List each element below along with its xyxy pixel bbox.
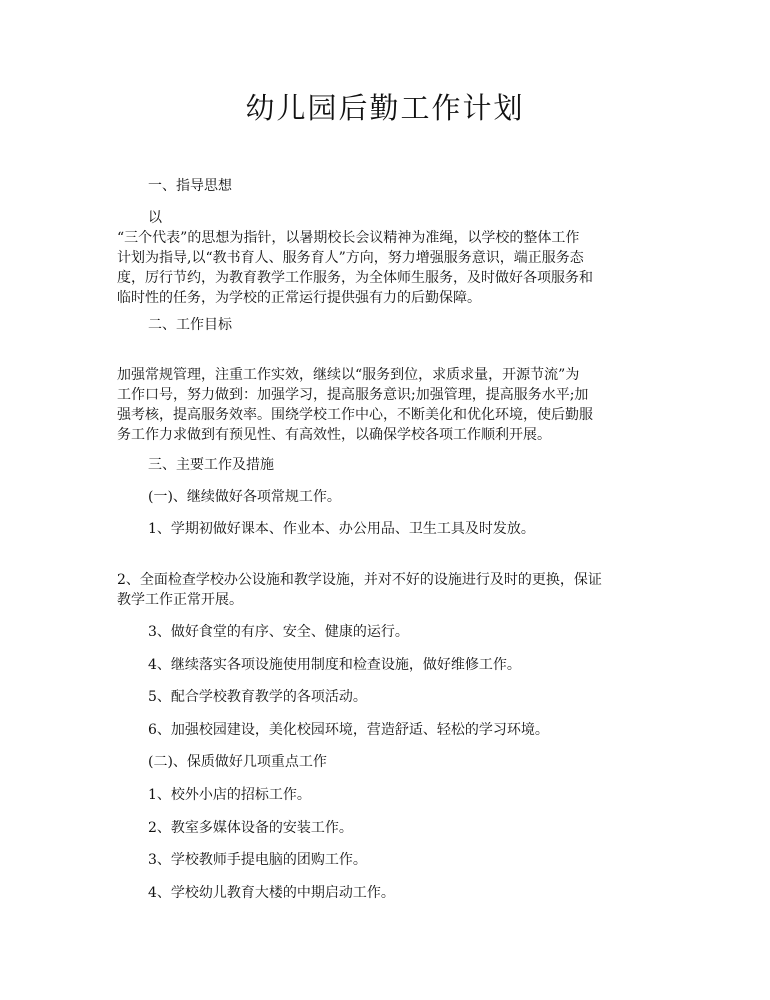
section-1-line-4: 度，厉行节约，为教育教学工作服务，为全体师生服务，及时做好各项服务和 [117, 270, 593, 286]
list-item-5: 5、配合学校教育教学的各项活动。 [148, 689, 367, 705]
section-3-heading: 三、主要工作及措施 [148, 457, 274, 473]
section-2-line-2: 工作口号，努力做到：加强学习，提高服务意识;加强管理，提高服务水平;加 [117, 387, 589, 403]
section-2-line-3: 强考核，提高服务效率。围绕学校工作中心，不断美化和优化环境，使后勤服 [117, 407, 593, 423]
list-item-4: 4、继续落实各项设施使用制度和检查设施，做好维修工作。 [148, 657, 521, 673]
list-item-2-line-1: 2、全面检查学校办公设施和教学设施，并对不好的设施进行及时的更换，保证 [117, 572, 602, 588]
key-task-1: 1、校外小店的招标工作。 [148, 787, 311, 803]
document-title: 幼儿园后勤工作计划 [245, 91, 525, 125]
key-task-2: 2、教室多媒体设备的安装工作。 [148, 820, 353, 836]
section-1-line-5: 临时性的任务，为学校的正常运行提供强有力的后勤保障。 [117, 290, 481, 306]
subsection-1-heading: (一)、继续做好各项常规工作。 [148, 489, 341, 505]
key-task-4: 4、学校幼儿教育大楼的中期启动工作。 [148, 885, 395, 901]
list-item-3: 3、做好食堂的有序、安全、健康的运行。 [148, 624, 409, 640]
section-2-line-1: 加强常规管理，注重工作实效，继续以“服务到位，求质求量，开源节流”为 [117, 367, 580, 383]
section-1-line-2: “三个代表”的思想为指针，以暑期校长会议精神为准绳，以学校的整体工作 [117, 230, 580, 246]
section-2-heading: 二、工作目标 [148, 317, 232, 333]
section-1-heading: 一、指导思想 [148, 178, 232, 194]
key-task-3: 3、学校教师手提电脑的团购工作。 [148, 852, 367, 868]
section-1-line-1: 以 [148, 210, 162, 226]
section-2-line-4: 务工作力求做到有预见性、有高效性，以确保学校各项工作顺利开展。 [117, 427, 551, 443]
list-item-1: 1、学期初做好课本、作业本、办公用品、卫生工具及时发放。 [148, 521, 535, 537]
section-1-line-3: 计划为指导,以“教书育人、服务育人”方向，努力增强服务意识，端正服务态 [117, 250, 584, 266]
list-item-6: 6、加强校园建设，美化校园环境，营造舒适、轻松的学习环境。 [148, 722, 549, 738]
list-item-2-line-2: 教学工作正常开展。 [117, 592, 243, 608]
subsection-2-heading: (二)、保质做好几项重点工作 [148, 754, 327, 770]
